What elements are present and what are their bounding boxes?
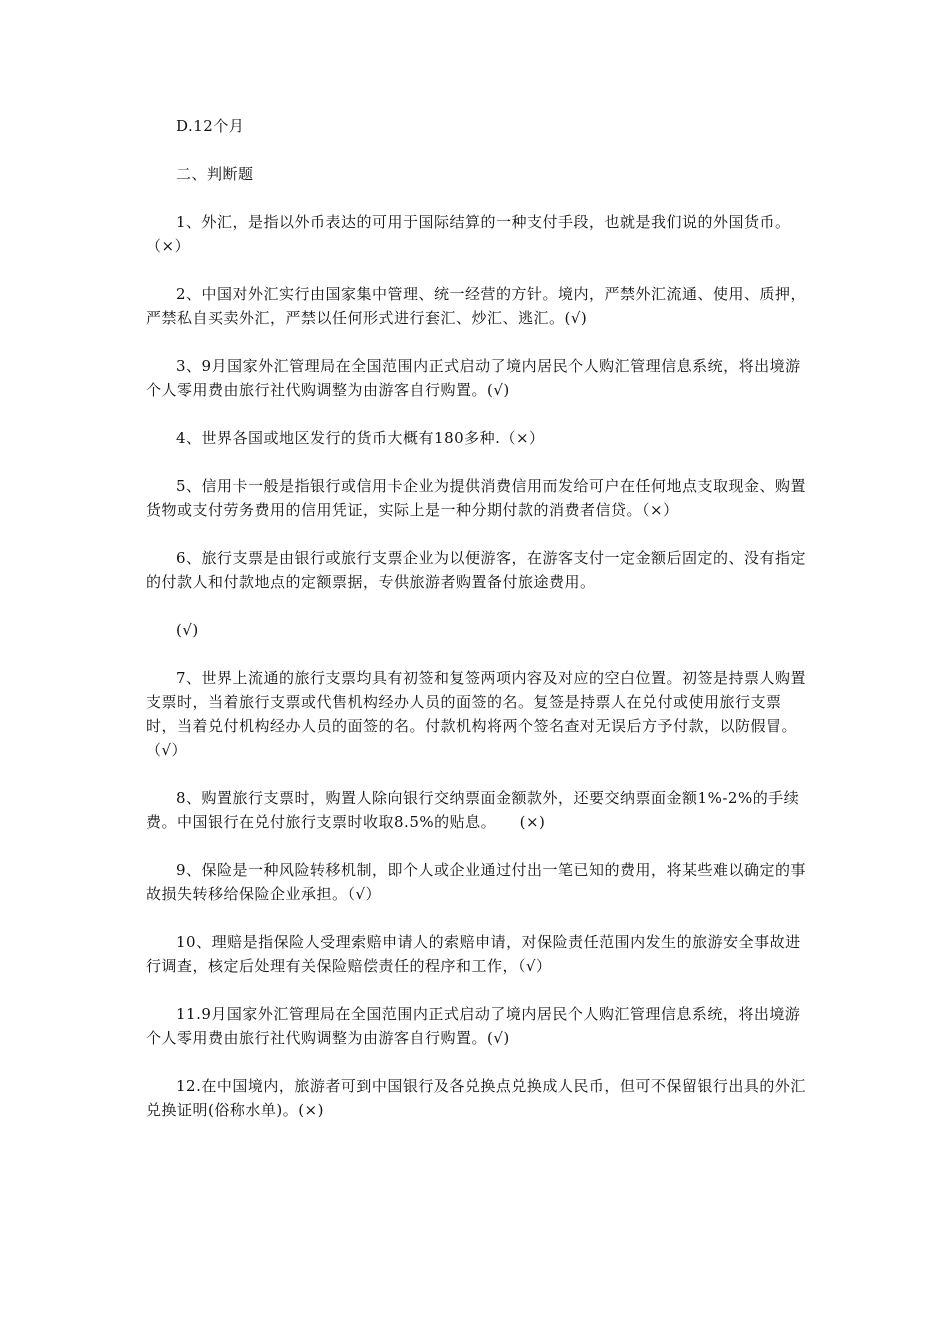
question-8: 8、购置旅行支票时，购置人除向银行交纳票面金额款外，还要交纳票面金额1%-2%的手续费。中国银行在兑付旅行支票时收取8.5%的贴息。 (×) [146,789,800,831]
question-3: 3、9月国家外汇管理局在全国范围内正式启动了境内居民个人购汇管理信息系统，将出境游个人零用费由旅行社代购调整为由游客自行购置。(√) [146,357,801,399]
option-d: D.12个月 [176,117,245,135]
question-7: 7、世界上流通的旅行支票均具有初签和复签两项内容及对应的空白位置。初签是持票人购置支票时，当着旅行支票或代售机构经办人员的面签的名。复签是持票人在兑付或使用旅行支票时，当着兑付机构经办人员的面签的名。付款机构将两个签名查对无误后方予付款，以防假冒。（√） [146,669,807,759]
question-4: 4、世界各国或地区发行的货币大概有180多种.（×） [176,429,545,447]
question-5: 5、信用卡一般是指银行或信用卡企业为提供消费信用而发给可户在任何地点支取现金、购置货物或支付劳务费用的信用凭证，实际上是一种分期付款的消费者信贷。（×） [146,477,807,519]
question-11: 11.9月国家外汇管理局在全国范围内正式启动了境内居民个人购汇管理信息系统，将出境游个人零用费由旅行社代购调整为由游客自行购置。(√) [146,1005,801,1047]
question-12: 12.在中国境内，旅游者可到中国银行及各兑换点兑换成人民币，但可不保留银行出具的外汇兑换证明(俗称水单)。(×) [146,1077,806,1119]
question-6: 6、旅行支票是由银行或旅行支票企业为以便游客，在游客支付一定金额后固定的、没有指定的付款人和付款地点的定额票据，专供旅游者购置备付旅途费用。 [146,549,807,591]
question-10: 10、理赔是指保险人受理索赔申请人的索赔申请，对保险责任范围内发生的旅游安全事故进行调查，核定后处理有关保险赔偿责任的程序和工作，（√） [146,933,801,975]
question-2: 2、中国对外汇实行由国家集中管理、统一经营的方针。境内，严禁外汇流通、使用、质押，严禁私自买卖外汇，严禁以任何形式进行套汇、炒汇、逃汇。(√) [146,285,807,327]
question-9: 9、保险是一种风险转移机制，即个人或企业通过付出一笔已知的费用，将某些难以确定的事故损失转移给保险企业承担。（√） [146,861,807,903]
document-body [146,114,811,1122]
question-1: 1、外汇，是指以外币表达的可用于国际结算的一种支付手段，也就是我们说的外国货币。（×） [146,213,791,255]
question-6-answer: (√) [176,621,199,639]
section-heading: 二、判断题 [176,165,254,183]
